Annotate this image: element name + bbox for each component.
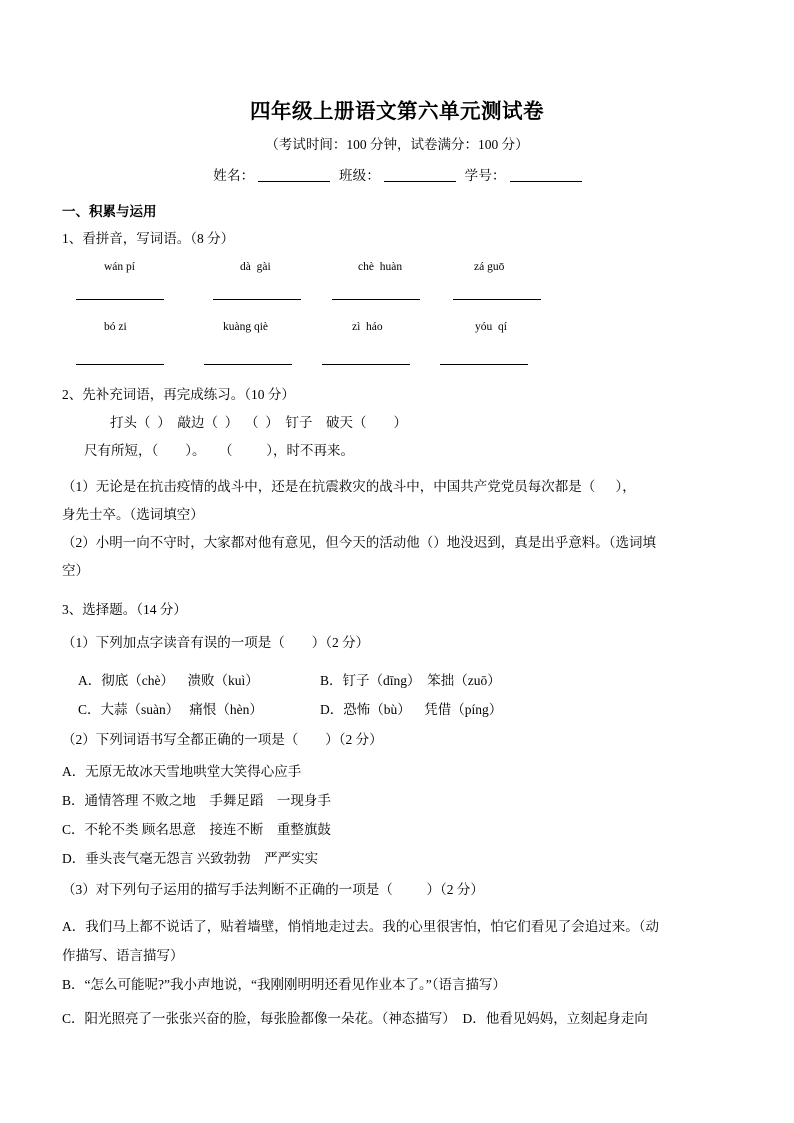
pinyin-2-2: kuàng qiè bbox=[223, 321, 269, 333]
student-no-label: 学号： bbox=[464, 168, 506, 183]
question-3-1-option-d[interactable]: D．恐怖（bù） 凭借（píng） bbox=[320, 702, 503, 717]
pinyin-1-4: zá guō bbox=[474, 261, 505, 273]
exam-subtitle: （考试时间：100 分钟，试卷满分：100 分） bbox=[265, 137, 529, 152]
pinyin-2-3: zì háo bbox=[352, 321, 383, 333]
answer-blank-1-2[interactable] bbox=[213, 289, 301, 300]
answer-blank-2-2[interactable] bbox=[204, 354, 292, 365]
answer-blank-1-1[interactable] bbox=[76, 289, 164, 300]
question-3-3-option-a-line2: 作描写、语言描写） bbox=[62, 948, 184, 963]
question-3-3-option-b[interactable]: B．“怎么可能呢?”我小声地说，“我刚刚明明还看见作业本了。”（语言描写） bbox=[62, 977, 506, 992]
question-2-proverb-line[interactable]: 尺有所短，（ ）。 （ ），时不再来。 bbox=[84, 443, 354, 458]
name-label: 姓名： bbox=[213, 168, 255, 183]
pinyin-2-4: yóu qí bbox=[475, 321, 507, 333]
question-3-3-option-a-line1[interactable]: A．我们马上都不说话了，贴着墙壁，悄悄地走过去。我的心里很害怕，怕它们看见了会追过来。（动 bbox=[62, 919, 659, 934]
question-3-3-option-cd[interactable]: C．阳光照亮了一张张兴奋的脸，每张脸都像一朵花。（神态描写） D．他看见妈妈，立刻起身走向 bbox=[62, 1011, 648, 1026]
pinyin-1-2: dà gài bbox=[240, 261, 271, 273]
page-title: 四年级上册语文第六单元测试卷 bbox=[250, 99, 544, 123]
question-3-1-stem[interactable]: （1）下列加点字读音有误的一项是（ ）（2 分） bbox=[62, 635, 370, 650]
question-2-idiom-line[interactable]: 打头（ ） 敲边（ ） （ ） 钉子 破天（ ） bbox=[110, 415, 407, 430]
question-2-sub1-line2: 身先士卒。（选词填空） bbox=[62, 507, 204, 522]
question-1-prompt: 1、看拼音，写词语。（8 分） bbox=[62, 231, 235, 246]
question-3-3-stem[interactable]: （3）对下列句子运用的描写手法判断不正确的一项是（ ）（2 分） bbox=[62, 882, 484, 897]
question-3-1-option-a[interactable]: A．彻底（chè） 溃败（kuì） bbox=[78, 673, 259, 688]
question-3-2-stem[interactable]: （2）下列词语书写全都正确的一项是（ ）（2 分） bbox=[62, 732, 383, 747]
question-3-1-option-b[interactable]: B．钉子（dīng） 笨拙（zuō） bbox=[320, 673, 501, 688]
question-3-2-option-d[interactable]: D．垂头丧气毫无怨言 兴致勃勃 严严实实 bbox=[62, 851, 319, 866]
question-3-2-option-b[interactable]: B．通情答理 不败之地 手舞足蹈 一现身手 bbox=[62, 793, 331, 808]
answer-blank-1-4[interactable] bbox=[453, 289, 541, 300]
question-3-1-option-c[interactable]: C．大蒜（suàn） 痛恨（hèn） bbox=[78, 702, 263, 717]
class-label: 班级： bbox=[338, 168, 381, 183]
name-input-rule[interactable] bbox=[258, 181, 330, 182]
pinyin-2-1: bó zi bbox=[104, 321, 127, 333]
answer-blank-1-3[interactable] bbox=[332, 289, 420, 300]
pinyin-1-1: wán pí bbox=[104, 261, 135, 273]
answer-blank-row-2 bbox=[62, 354, 732, 368]
section-one-heading: 一、积累与运用 bbox=[62, 204, 157, 220]
question-2-sub1-line1[interactable]: （1）无论是在抗击疫情的战斗中，还是在抗震救灾的战斗中，中国共产党党员每次都是（ ）， bbox=[62, 479, 636, 494]
student-id-line bbox=[0, 164, 794, 184]
answer-blank-2-1[interactable] bbox=[76, 354, 164, 365]
question-3-prompt: 3、选择题。（14 分） bbox=[62, 602, 187, 617]
question-3-2-option-a[interactable]: A．无原无故冰天雪地哄堂大笑得心应手 bbox=[62, 764, 302, 779]
answer-blank-2-4[interactable] bbox=[440, 354, 528, 365]
pinyin-1-3: chè huàn bbox=[358, 261, 403, 273]
answer-blank-row-1 bbox=[62, 289, 732, 303]
pinyin-row-1 bbox=[62, 261, 732, 281]
pinyin-row-2 bbox=[62, 321, 732, 341]
question-2-prompt: 2、先补充词语，再完成练习。（10 分） bbox=[62, 387, 295, 402]
question-2-sub2-line1[interactable]: （2）小明一向不守时，大家都对他有意见，但今天的活动他（）地没迟到，真是出乎意料。（选词填 bbox=[62, 535, 656, 550]
answer-blank-2-3[interactable] bbox=[322, 354, 410, 365]
question-2-sub2-line2: 空） bbox=[62, 563, 89, 578]
question-3-2-option-c[interactable]: C．不轮不类 顾名思意 接连不断 重整旗鼓 bbox=[62, 822, 331, 837]
class-input-rule[interactable] bbox=[384, 181, 456, 182]
student-no-input-rule[interactable] bbox=[510, 181, 582, 182]
